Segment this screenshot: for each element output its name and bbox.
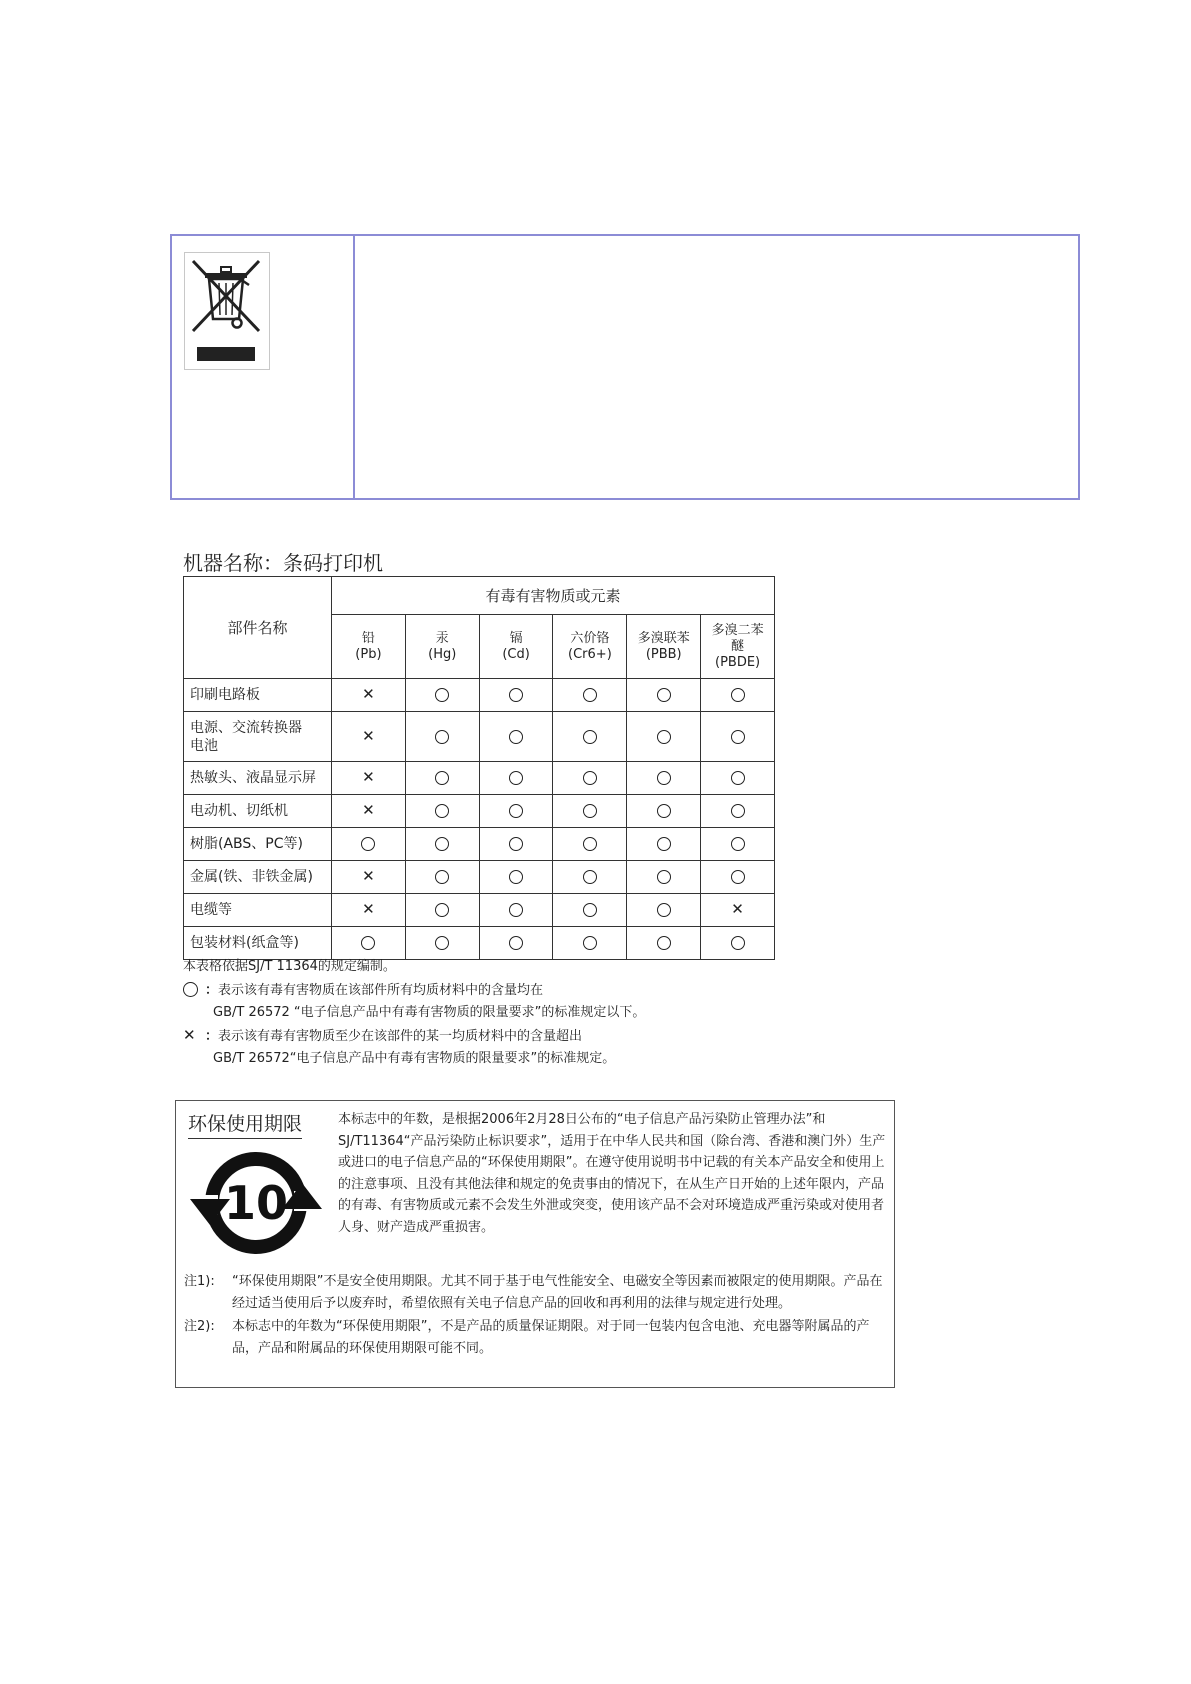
cross-mark-icon: ✕ [183, 1026, 196, 1044]
note-o-line1: ：表示该有毒有害物质在该部件所有均质材料中的含量均在 [183, 978, 883, 1002]
efup-note-2-label: 注2): [184, 1319, 215, 1334]
substance-symbol: (Hg) [428, 646, 457, 662]
table-row [184, 828, 775, 861]
substance-header [701, 615, 775, 679]
circle-mark-icon [627, 894, 701, 927]
part-name-cell: 印刷电路板 [184, 679, 332, 712]
part-name-cell: 树脂(ABS、PC等) [184, 828, 332, 861]
circle-mark-icon [405, 795, 479, 828]
circle-mark-icon [553, 795, 627, 828]
note-x-text1: 表示该有毒有害物质至少在该部件的某一均质材料中的含量超出 [218, 1029, 583, 1044]
circle-mark-icon [405, 712, 479, 762]
cross-mark-icon: ✕ [332, 679, 406, 712]
efup-note-1-text: “环保使用期限”不是安全使用期限。尤其不同于基于电气性能安全、电磁安全等因素而被限定的使用期限。产品在经过适当使用后予以废弃时，希望依照有关电子信息产品的回收和再利用的法律与规定进行处理。 [232, 1274, 883, 1311]
substance-symbol: (PBB) [645, 646, 682, 662]
cross-mark-icon: ✕ [332, 894, 406, 927]
part-name-cell: 电源、交流转换器 电池 [184, 712, 332, 762]
table-row [184, 762, 775, 795]
circle-mark-icon [701, 679, 775, 712]
substance-name: 多溴二苯醚 [711, 622, 764, 654]
circle-mark-icon [332, 828, 406, 861]
circle-mark-icon [701, 828, 775, 861]
circle-mark-icon [405, 828, 479, 861]
circle-mark-icon [405, 927, 479, 960]
efup-note-1 [184, 1271, 886, 1314]
efup-recycle-10-icon [186, 1147, 326, 1259]
circle-mark-icon [627, 679, 701, 712]
note-o-text2: GB/T 26572 “电子信息产品中有毒有害物质的限量要求”的标准规定以下。 [213, 1005, 646, 1020]
table-row [184, 894, 775, 927]
circle-mark-icon [627, 762, 701, 795]
substance-symbol: (Pb) [355, 646, 382, 662]
circle-mark-icon [479, 712, 553, 762]
note-x-text2: GB/T 26572“电子信息产品中有毒有害物质的限量要求”的标准规定。 [213, 1051, 616, 1066]
part-name-cell: 包装材料(纸盒等) [184, 927, 332, 960]
substance-header [627, 615, 701, 679]
efup-main-text: 本标志中的年数，是根据2006年2月28日公布的“电子信息产品污染防止管理办法”和SJ/T11364“产品污染防止标识要求”，适用于在中华人民共和国（除台湾、香港和澳门外）生产或进口的电子信息产品的“环保使用期限”。在遵守使用说明书中记载的有关本产品安全和使用上的注意事项、且没有其他法律和规定的免责事由的情况下，在从生产日开始的上述年限内，产品的有毒、有害物质或元素不会发生外泄或突变，使用该产品不会对环境造成严重污染或对使用者人身、财产造成严重损害。 [338, 1112, 886, 1235]
circle-mark-icon [479, 828, 553, 861]
substance-name: 汞 [435, 630, 449, 646]
note-basis: 本表格依据SJ/T 11364的规定编制。 [183, 959, 396, 974]
part-name-cell: 电缆等 [184, 894, 332, 927]
substance-header [553, 615, 627, 679]
table-row [184, 712, 775, 762]
circle-mark-icon [553, 894, 627, 927]
efup-note-1-label: 注1): [184, 1274, 215, 1289]
cross-mark-icon: ✕ [332, 861, 406, 894]
part-name-cell: 电动机、切纸机 [184, 795, 332, 828]
circle-mark-icon [701, 861, 775, 894]
efup-logo-number: 10 [223, 1176, 289, 1230]
circle-mark-icon [701, 927, 775, 960]
part-name-cell: 金属(铁、非铁金属) [184, 861, 332, 894]
circle-mark-icon [553, 861, 627, 894]
circle-mark-icon [405, 861, 479, 894]
circle-mark-icon [553, 828, 627, 861]
circle-mark-icon [479, 762, 553, 795]
circle-mark-icon [405, 762, 479, 795]
substance-header [332, 615, 406, 679]
circle-mark-icon [627, 861, 701, 894]
note-o-text1: 表示该有毒有害物质在该部件所有均质材料中的含量均在 [218, 983, 544, 998]
circle-mark-icon [553, 679, 627, 712]
substance-name: 铅 [361, 630, 375, 646]
substance-symbol: (PBDE) [715, 654, 761, 670]
cross-mark-icon: ✕ [332, 762, 406, 795]
circle-mark-icon [332, 927, 406, 960]
weee-divider [353, 236, 355, 498]
circle-mark-icon [553, 712, 627, 762]
table-row [184, 679, 775, 712]
circle-mark-icon [701, 712, 775, 762]
weee-icon-frame [184, 252, 270, 370]
circle-mark-icon [479, 795, 553, 828]
machine-name-title: 机器名称：条码打印机 [183, 551, 383, 575]
circle-mark-icon [627, 712, 701, 762]
note-x-line1: ✕ ：表示该有毒有害物质至少在该部件的某一均质材料中的含量超出 [183, 1026, 583, 1044]
efup-notes [184, 1271, 886, 1361]
circle-mark-icon [479, 894, 553, 927]
substance-header [405, 615, 479, 679]
circle-mark-icon [479, 679, 553, 712]
efup-note-2-text: 本标志中的年数为“环保使用期限”，不是产品的质量保证期限。对于同一包装内包含电池、充电器等附属品的产品，产品和附属品的环保使用期限可能不同。 [232, 1319, 870, 1356]
substance-name: 镉 [509, 630, 523, 646]
table-row [184, 795, 775, 828]
part-name-header: 部件名称 [184, 577, 332, 679]
substances-group-header: 有毒有害物质或元素 [332, 577, 775, 615]
cross-mark-icon: ✕ [332, 795, 406, 828]
circle-mark-icon [553, 762, 627, 795]
circle-mark-icon [627, 927, 701, 960]
cross-mark-icon: ✕ [332, 712, 406, 762]
part-name-cell: 热敏头、液晶显示屏 [184, 762, 332, 795]
weee-notice-box [170, 234, 1080, 500]
cross-mark-icon: ✕ [701, 894, 775, 927]
substance-header [479, 615, 553, 679]
circle-mark-icon [553, 927, 627, 960]
circle-mark-icon [479, 861, 553, 894]
hazardous-substances-table [183, 576, 775, 960]
table-row [184, 861, 775, 894]
substance-symbol: (Cd) [502, 646, 530, 662]
crossed-out-wheelie-bin-icon [185, 253, 269, 369]
circle-mark-icon [701, 795, 775, 828]
table-row [184, 927, 775, 960]
substance-name: 多溴联苯 [637, 630, 690, 646]
substance-symbol: (Cr6+) [568, 646, 612, 662]
efup-note-2 [184, 1316, 886, 1359]
efup-notice-box [175, 1100, 895, 1388]
circle-mark-icon [627, 795, 701, 828]
circle-mark-icon [479, 927, 553, 960]
circle-mark-icon [183, 978, 205, 1000]
circle-mark-icon [701, 762, 775, 795]
substance-name: 六价铬 [570, 630, 610, 646]
circle-mark-icon [405, 894, 479, 927]
circle-mark-icon [405, 679, 479, 712]
circle-mark-icon [627, 828, 701, 861]
efup-logo [186, 1147, 326, 1263]
table-notes [183, 956, 883, 1070]
efup-title: 环保使用期限 [188, 1109, 302, 1139]
